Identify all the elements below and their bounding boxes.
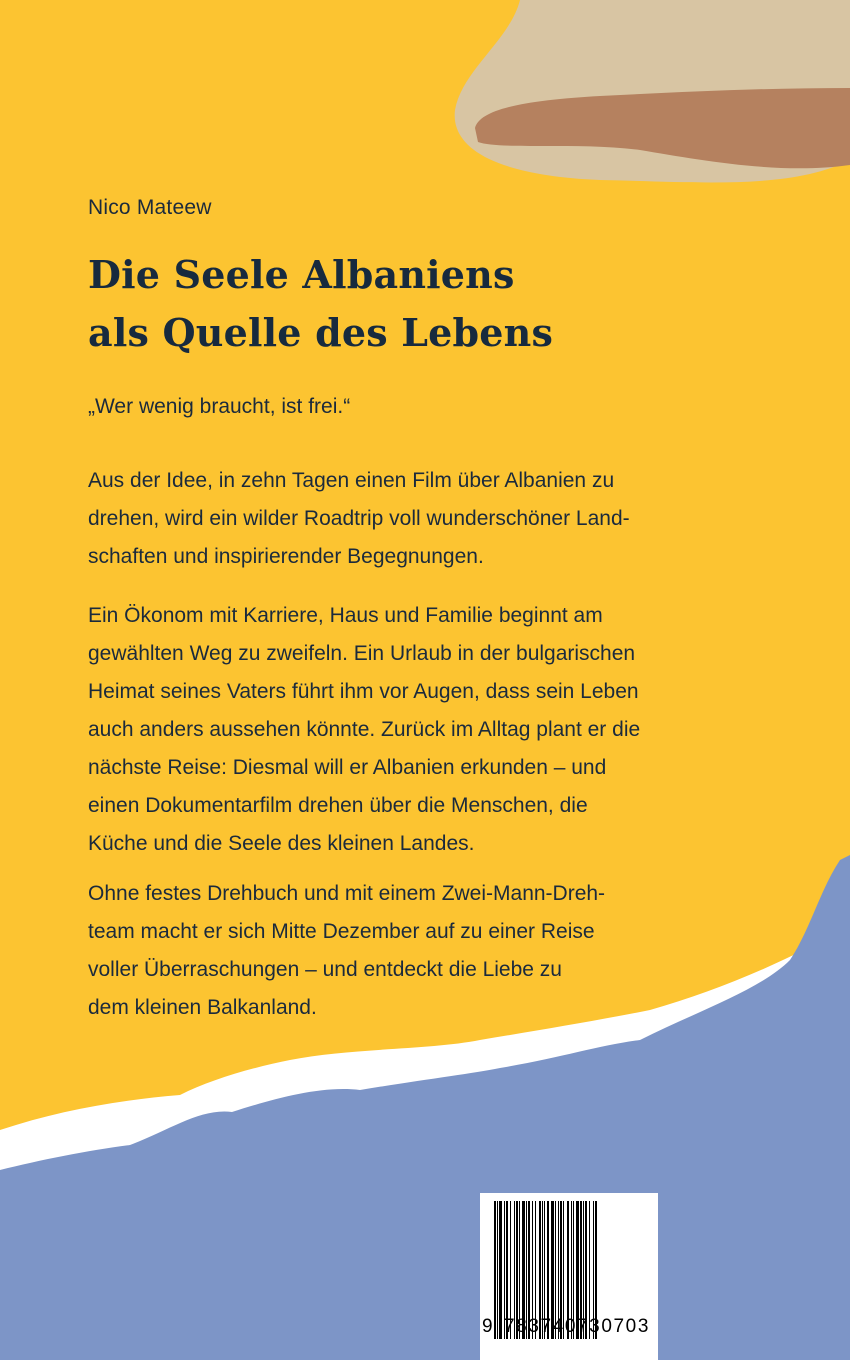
book-title [88,246,768,362]
title-line-2: als Quelle des Lebens [88,310,554,355]
barcode-bar [494,1201,496,1339]
barcode-bar [497,1201,498,1339]
text-line: drehen, wird ein wilder Roadtrip voll wunderschöner Land- [88,507,630,530]
isbn-digits: 783740730703 [504,1316,651,1337]
text-line: Heimat seines Vaters führt ihm vor Augen, dass sein Leben [88,680,639,703]
text-line: Aus der Idee, in zehn Tagen einen Film über Albanien zu [88,469,615,492]
text-line: dem kleinen Balkanland. [88,996,317,1019]
barcode-bar [499,1201,502,1339]
tagline-quote: „Wer wenig braucht, ist frei.“ [88,395,351,418]
paragraph-2 [88,597,728,863]
text-line: team macht er sich Mitte Dezember auf zu einer Reise [88,920,595,943]
author-name: Nico Mateew [88,196,212,219]
text-line: schaften und inspirierender Begegnungen. [88,545,484,568]
text-line: gewählten Weg zu zweifeln. Ein Urlaub in der bulgarischen [88,642,636,665]
text-line: Ein Ökonom mit Karriere, Haus und Familie beginnt am [88,604,603,627]
isbn-first-digit: 9 [482,1316,495,1337]
text-line: auch anders aussehen könnte. Zurück im Alltag plant er die [88,718,641,741]
text-line: voller Überraschungen – und entdeckt die Liebe zu [88,958,562,981]
text-line: nächste Reise: Diesmal will er Albanien erkunden – und [88,756,607,779]
text-line: Ohne festes Drehbuch und mit einem Zwei-Mann-Dreh- [88,882,606,905]
paragraph-3 [88,875,728,1027]
title-line-1: Die Seele Albaniens [88,252,515,297]
text-line: Küche und die Seele des kleinen Landes. [88,832,475,855]
paragraph-1 [88,462,728,576]
text-line: einen Dokumentarfilm drehen über die Menschen, die [88,794,588,817]
